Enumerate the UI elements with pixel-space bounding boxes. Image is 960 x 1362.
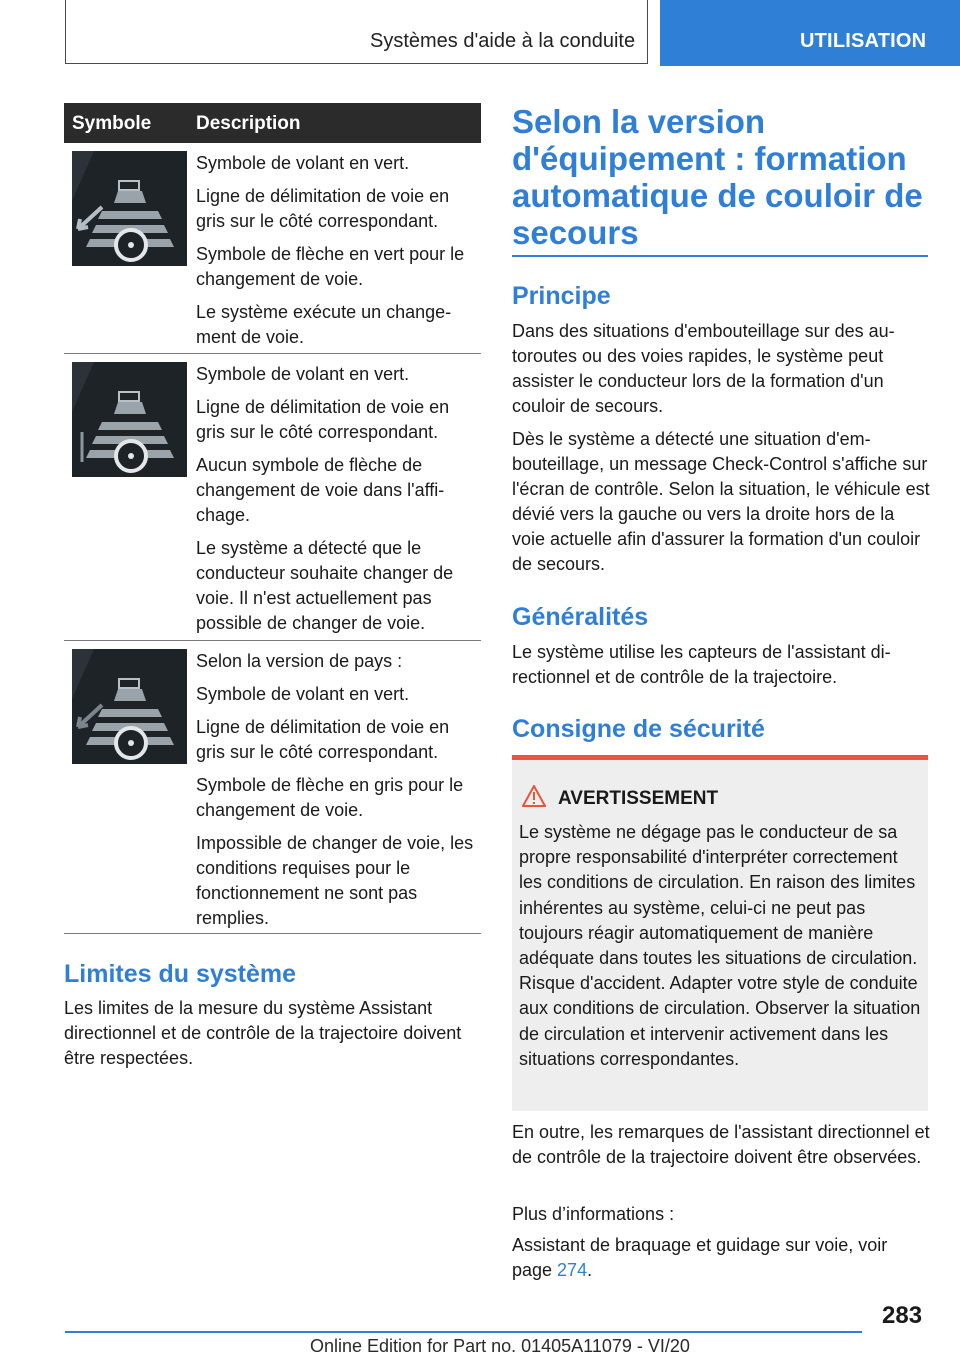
description-line: Le système exécute un changement de voie. bbox=[196, 302, 452, 347]
description-line: Symbole de volant en vert. bbox=[196, 684, 410, 704]
column-header-description: Description bbox=[196, 113, 301, 134]
lane-change-assistant-icon bbox=[72, 649, 187, 764]
symbol-table-header bbox=[64, 103, 481, 143]
description-line: Symbole de flèche en gris pour le changement de voie. bbox=[196, 775, 464, 820]
more-info-label: Plus d’informations : bbox=[512, 1204, 675, 1224]
principle-heading: Principe bbox=[512, 282, 611, 310]
description-line: Symbole de flèche en vert pour le changement de voie. bbox=[196, 244, 465, 289]
description-line: Ligne de délimitation de voie en gris sur le côté correspondant. bbox=[196, 186, 450, 231]
lane-change-assistant-icon bbox=[72, 362, 187, 477]
description-line: Ligne de délimitation de voie en gris sur le côté correspondant. bbox=[196, 717, 450, 762]
row-description bbox=[196, 362, 476, 644]
tab-utilisation[interactable] bbox=[660, 0, 960, 66]
cross-reference bbox=[512, 1233, 930, 1283]
column-header-symbol: Symbole bbox=[72, 113, 152, 134]
description-line: Aucun symbole de flèche de changement de voie dans l'affichage. bbox=[196, 455, 445, 525]
description-line: Selon la version de pays : bbox=[196, 651, 403, 671]
description-line: Le système a détecté que le conducteur souhaite changer de voie. Il n'est actuellement pas possible de changer de voie. bbox=[196, 538, 454, 633]
section-title: Systèmes d'aide à la conduite bbox=[370, 30, 636, 52]
description-line: Symbole de volant en vert. bbox=[196, 153, 410, 173]
warning-box bbox=[512, 755, 928, 1111]
edition-info: Online Edition for Part no. 01405A11079 - VI/20 bbox=[310, 1336, 690, 1356]
limits-heading: Limites du système bbox=[64, 960, 297, 988]
description-line: Ligne de délimitation de voie en gris sur le côté correspondant. bbox=[196, 397, 450, 442]
footer-rule bbox=[65, 1331, 862, 1333]
limits-text: Les limites de la mesure du système Assistant directionnel et de contrôle de la trajectoire doivent être respectées. bbox=[64, 998, 462, 1068]
warning-title: AVERTISSEMENT bbox=[558, 788, 719, 809]
title-rule bbox=[512, 255, 928, 257]
cross-reference-end: . bbox=[587, 1260, 593, 1280]
row-divider bbox=[64, 640, 481, 641]
page-number: 283 bbox=[882, 1302, 923, 1329]
general-text: Le système utilise les capteurs de l'assistant directionnel et de contrôle de la trajectoire. bbox=[512, 642, 891, 687]
description-line: Symbole de volant en vert. bbox=[196, 364, 410, 384]
lane-change-assistant-icon bbox=[72, 151, 187, 266]
cross-reference-text: Assistant de braquage et guidage sur voie, voir page bbox=[512, 1235, 888, 1280]
warning-text: Le système ne dégage pas le conducteur de sa propre responsabilité d'interpréter correctement les conditions de circulation. En raison des limites inhérentes au système, celui-ci ne peut pas toujours réagir automatiquement de manière adéquate dans toutes les situations de circulation. Risque d'accident. Adapter votre style de conduite aux conditions de circulation. Observer la situation de circulation et intervenir activement dans les situations correspondantes. bbox=[519, 822, 921, 1069]
safety-heading: Consigne de sécurité bbox=[512, 715, 765, 743]
principle-paragraph-2: Dès le système a détecté une situation d'embouteillage, un message Check-Control s'affiche sur l'écran de contrôle. Selon la situation, le véhicule est dévié vers la gauche ou vers la droite hors de la voie actuelle afin d'assurer la formation d'un couloir de secours. bbox=[512, 429, 930, 574]
description-line: Impossible de changer de voie, les conditions requises pour le fonctionnement ne sont pas remplies. bbox=[196, 833, 474, 928]
principle-paragraph-1: Dans des situations d'embouteillage sur des autoroutes ou des voies rapides, le système peut assister le conducteur lors de la formation d'un couloir de secours. bbox=[512, 321, 895, 416]
additional-note: En outre, les remarques de l'assistant directionnel et de contrôle de la trajectoire doivent être observées. bbox=[512, 1122, 930, 1167]
row-description bbox=[196, 151, 476, 358]
tab-label: UTILISATION bbox=[800, 30, 927, 52]
row-divider bbox=[64, 353, 481, 354]
page-link[interactable]: 274 bbox=[557, 1260, 588, 1280]
row-divider bbox=[64, 933, 481, 934]
row-description bbox=[196, 649, 476, 939]
general-heading: Généralités bbox=[512, 603, 649, 631]
page-title: Selon la version d'équipement : formation automatique de couloir de secours bbox=[512, 103, 923, 251]
warning-triangle-icon bbox=[522, 785, 546, 807]
